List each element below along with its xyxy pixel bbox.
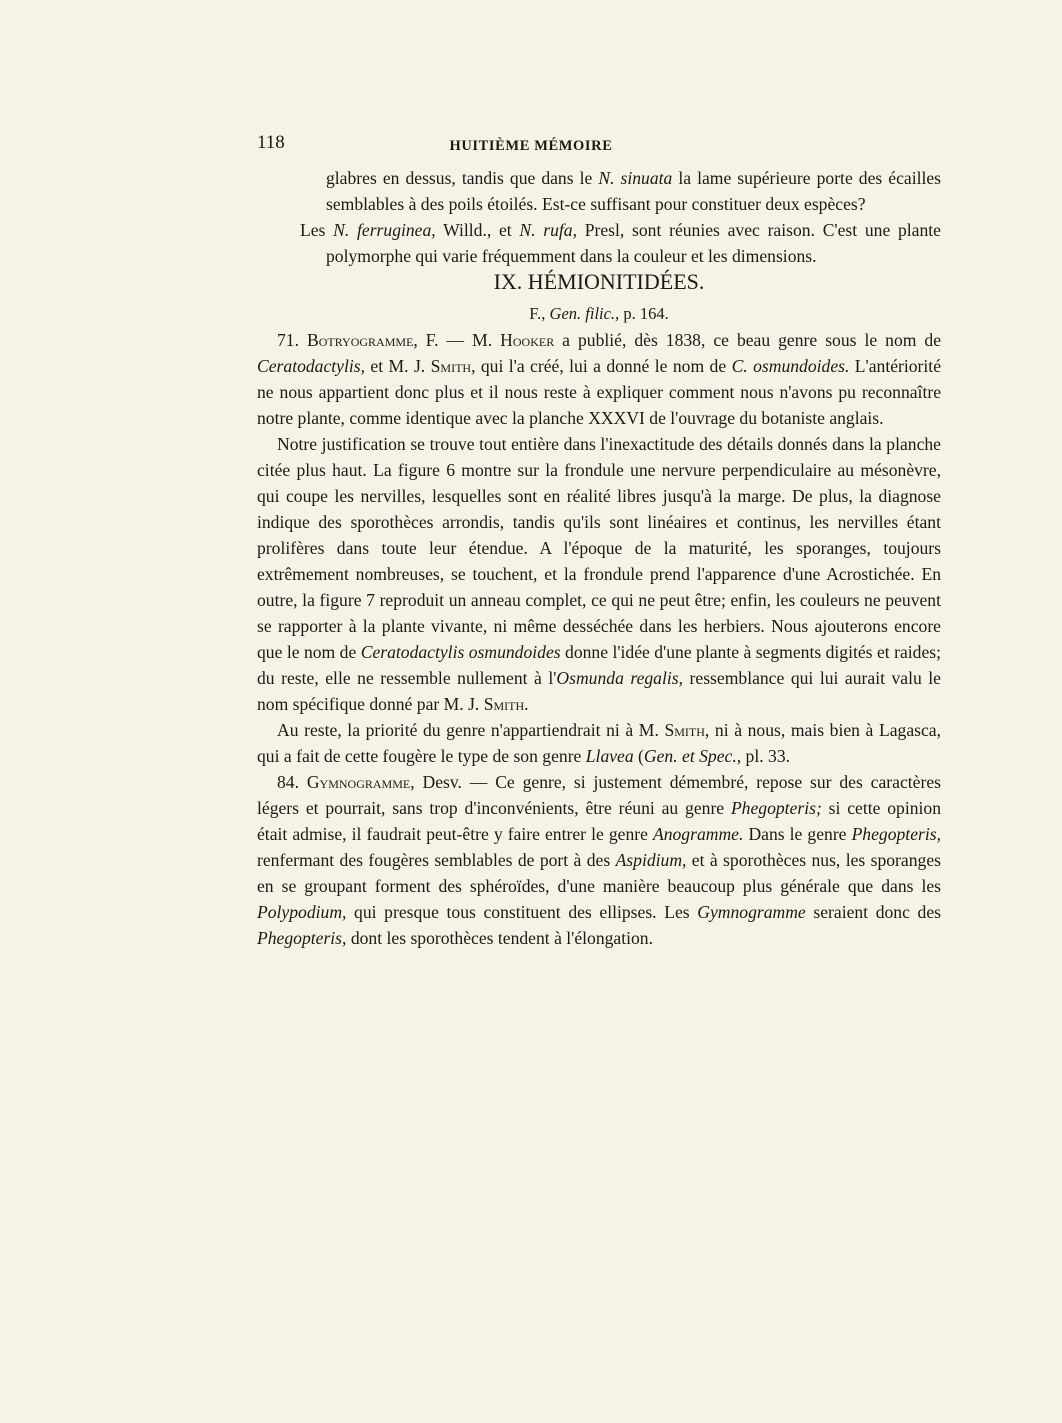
section-title: IX. HÉMIONITIDÉES.	[493, 269, 705, 294]
running-head: HUITIÈME MÉMOIRE	[449, 138, 613, 154]
genus-name: Gymnogramme	[306, 772, 411, 792]
page-number: 118	[257, 132, 285, 153]
page-body	[257, 165, 941, 951]
genus-name: Botryogramme	[306, 330, 414, 350]
continuation-paragraph-2: Les N. ferruginea, Willd., et N. rufa, Presl, sont réunies avec raison. C'est une plante polymorphe qui varie fréquemment dans la couleur et les dimensions.	[300, 220, 941, 266]
justification-paragraph: Notre justification se trouve tout entière dans l'inexactitude des détails donnés dans la planche citée plus haut. La figure 6 montre sur la frondule une nervure perpendiculaire au mésonèvre, qui coupe les nervilles, lesquelles sont en réalité libres jusqu'à la marge. De plus, la diagnose indique des sporothèces arrondis, tandis qu'ils sont linéaires et continus, les nervilles étant prolifères dans toute leur étendue. A l'époque de la maturité, les sporanges, toujours extrêmement nombreuses, se touchent, et la frondule prend l'apparence d'une Acrostichée. En outre, la figure 7 reproduit un anneau complet, ce qui ne peut être; enfin, les couleurs ne peuvent se rapporter à la plante vivante, ni même desséchée dans les herbiers. Nous ajouterons encore que le nom de Ceratodactylis osmundoides donne l'idée d'une plante à segments digités et raides; du reste, elle ne ressemble nullement à l'Osmunda regalis, ressemblance qui lui aurait valu le nom spécifique donné par M. J. Smith.	[257, 434, 941, 714]
priority-paragraph: Au reste, la priorité du genre n'appartiendrait ni à M. Smith, ni à nous, mais bien à Lagasca, qui a fait de cette fougère le type de son genre Llavea (Gen. et Spec., pl. 33.	[257, 720, 941, 766]
entry-71-botryogramme: 71. Botryogramme, F. — M. Hooker a publié, dès 1838, ce beau genre sous le nom de Ceratodactylis, et M. J. Smith, qui l'a créé, lui a donné le nom de C. osmundoides. L'antériorité ne nous appartient donc plus et il nous reste à expliquer comment nous n'avons pu reconnaître notre plante, comme identique avec la planche XXXVI de l'ouvrage du botaniste anglais.	[257, 330, 942, 428]
entry-84-gymnogramme: 84. Gymnogramme, Desv. — Ce genre, si justement démembré, repose sur des caractères légers et pourrait, sans trop d'inconvénients, être réuni au genre Phegopteris; si cette opinion était admise, il faudrait peut-être y faire entrer le genre Anogramme. Dans le genre Phegopteris, renfermant des fougères semblables de port à des Aspidium, et à sporothèces nus, les sporanges en se groupant forment des sphéroïdes, d'une manière beaucoup plus générale que dans les Polypodium, qui presque tous constituent des ellipses. Les Gymnogramme seraient donc des Phegopteris, dont les sporothèces tendent à l'élongation.	[257, 772, 941, 948]
continuation-paragraph-1: glabres en dessus, tandis que dans le N. sinuata la lame supérieure porte des écailles semblables à des poils étoilés. Est-ce suffisant pour constituer deux espèces?	[326, 168, 942, 214]
section-reference: F., Gen. filic., p. 164.	[529, 304, 669, 323]
